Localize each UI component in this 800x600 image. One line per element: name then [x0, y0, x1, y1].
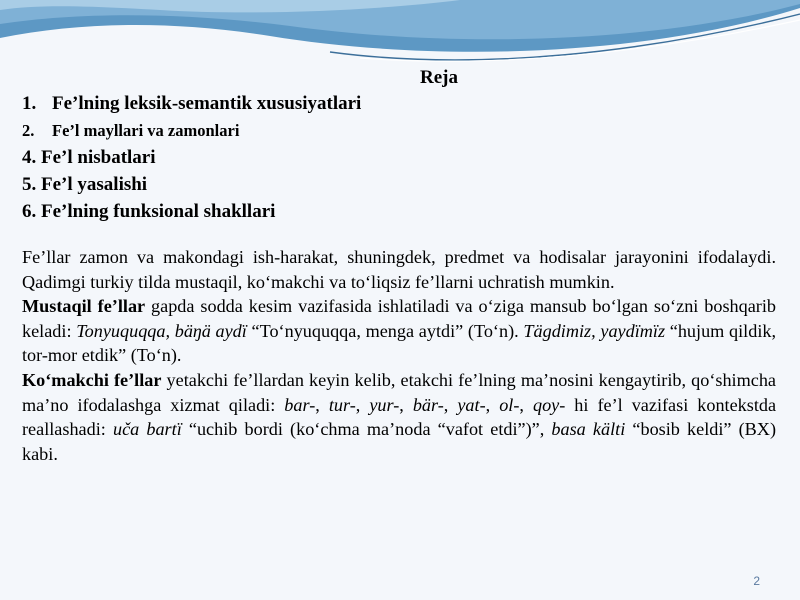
example-text: yat-	[457, 394, 486, 415]
plan-item	[22, 198, 776, 225]
paragraph-text: yetakchi fe’llardan keyin kelib, etakchi fe’lning ma’nosini kengaytirib, qo‘shimcha ma’no ifodalashga xizmat qiladi:	[22, 369, 776, 415]
example-text: bär-	[412, 394, 444, 415]
plan-item-text: Fe’lning funksional shakllari	[41, 201, 276, 222]
header-wave-decoration	[0, 0, 800, 70]
separator-text: ,	[315, 394, 329, 415]
plan-item-number: 5.	[22, 174, 37, 195]
example-text: basa kälti	[551, 419, 626, 440]
paragraph-text: “To‘nyuquqqa, menga aytdi” (To‘n).	[246, 320, 524, 341]
example-text: ol-	[499, 394, 520, 415]
plan-item-text: Fe’lning leksik-semantik xususiyatlari	[52, 93, 362, 114]
paragraph-auxiliary-verbs	[22, 368, 776, 466]
paragraph-text: “hujum qildik, tor-mor etdik” (To‘n).	[22, 320, 777, 366]
plan-list	[22, 90, 776, 225]
paragraph-independent-verbs	[22, 294, 776, 368]
paragraph-text: gapda sodda kesim vazifasida ishlatiladi va o‘ziga mansub bo‘lgan so‘zni boshqarib keladi:	[22, 296, 776, 341]
separator-text: ,	[443, 394, 458, 415]
example-text: qoy-	[532, 394, 566, 415]
separator-text: ,	[519, 394, 533, 415]
separator-text: ,	[355, 394, 370, 415]
plan-item-number: 1.	[22, 93, 37, 114]
plan-item-text: Fe’l mayllari va zamonlari	[52, 121, 240, 140]
plan-item	[22, 144, 776, 171]
separator-text: ,	[399, 394, 413, 415]
paragraph-text: “uchib bordi (ko‘chma ma’noda “vafot etdi”)”,	[181, 419, 552, 440]
example-text: Tonyuquqqa, bäŋä aydï	[76, 320, 247, 341]
paragraph-text: “bosib keldi” (BX) kabi.	[22, 419, 777, 464]
plan-item-number: 2.	[22, 121, 35, 140]
example-text: uča bartï	[112, 419, 182, 440]
example-text: Tägdimiz, yaydïmïz	[523, 320, 666, 341]
plan-item-text: Fe’l nisbatlari	[41, 147, 156, 168]
slide-heading: Reja	[420, 67, 458, 88]
paragraph-text: hi fe’l vazifasi kontekstda reallashadi:	[22, 394, 777, 440]
page-number: 2	[753, 574, 760, 588]
plan-item-text: Fe’l yasalishi	[41, 174, 148, 195]
example-text: tur-	[328, 394, 356, 415]
plan-item	[22, 90, 776, 117]
plan-item-number: 6.	[22, 201, 37, 222]
plan-item	[22, 117, 776, 144]
term-auxiliary-verbs: Ko‘makchi fe’llar	[22, 369, 162, 390]
example-text: bar-	[284, 394, 316, 415]
paragraph-intro: Fe’llar zamon va makondagi ish-harakat, shuningdek, predmet va hodisalar jarayonini ifodalaydi. Qadimgi turkiy tilda mustaqil, ko‘makchi va to‘liqsiz fe’llarni uchratish mumkin.	[22, 247, 776, 292]
separator-text: ,	[485, 394, 500, 415]
example-text: yur-	[369, 394, 400, 415]
slide-content	[22, 66, 776, 466]
plan-item	[22, 171, 776, 198]
term-independent-verbs: Mustaqil fe’llar	[22, 296, 146, 317]
plan-item-number: 4.	[22, 147, 37, 168]
